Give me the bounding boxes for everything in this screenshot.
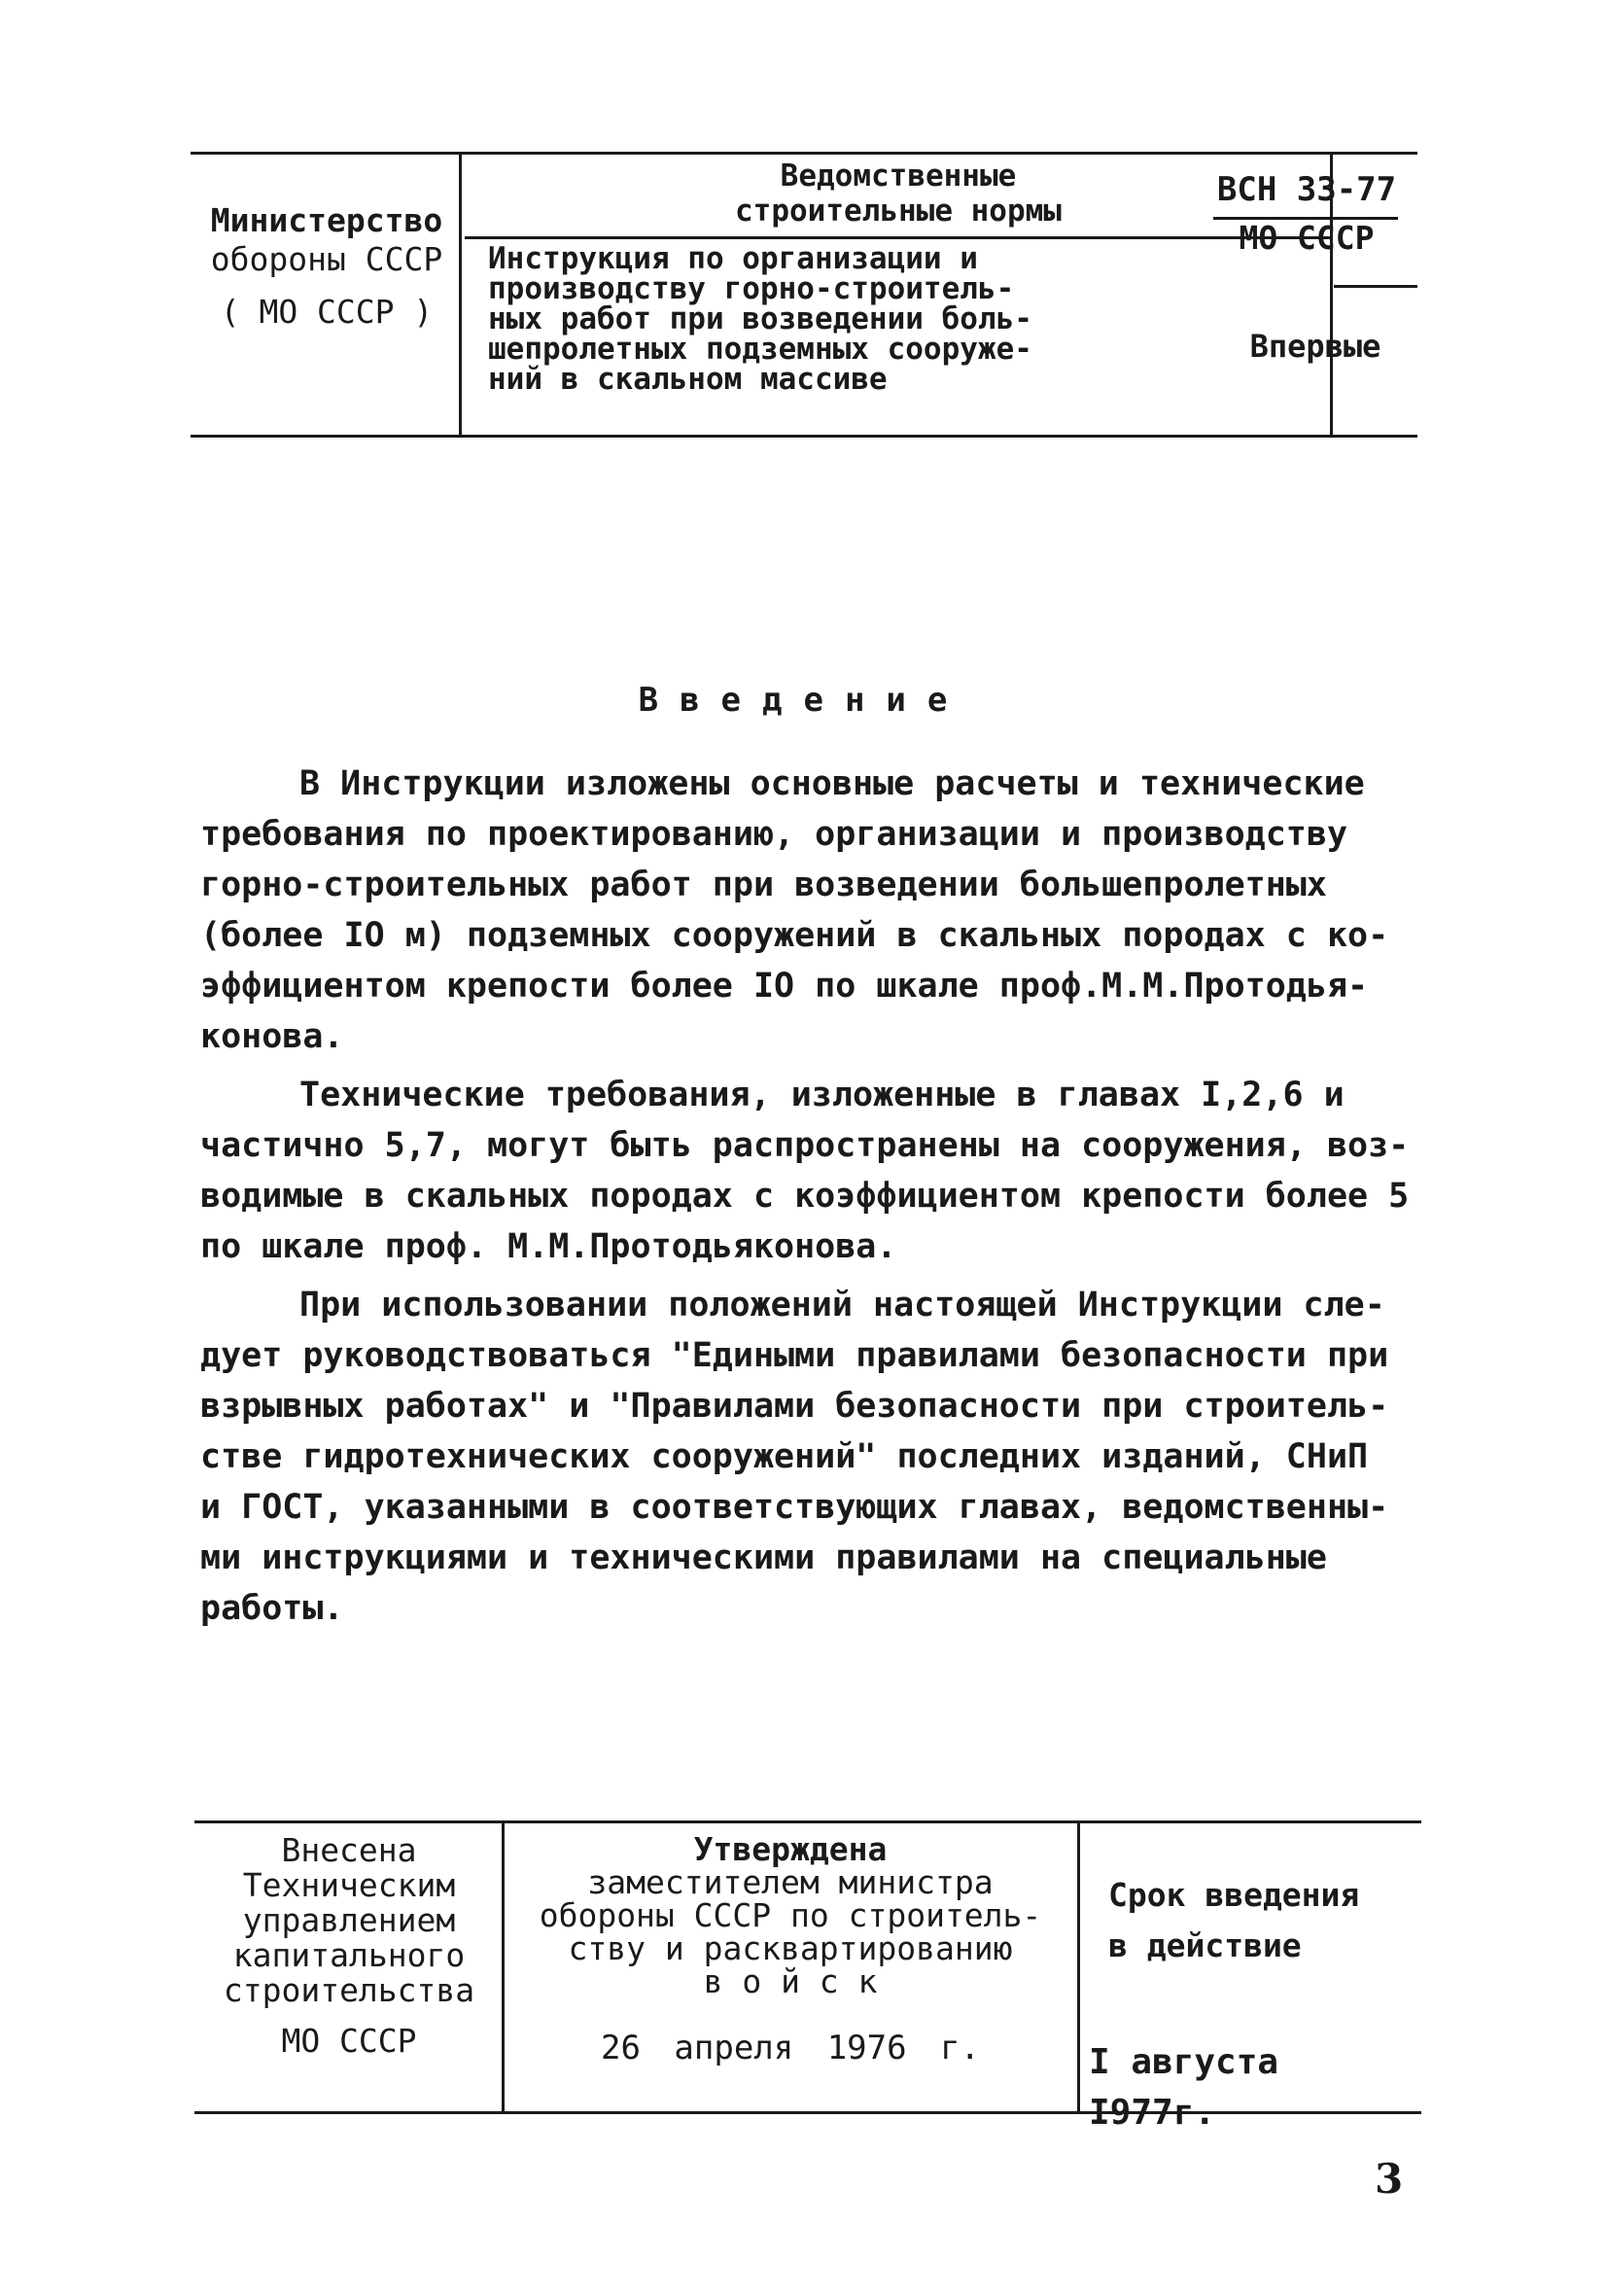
document-code: ВСН 33-77 [1216,170,1397,209]
text-line: эффициентом крепости более IO по шкале проф.М.М.Протодья- [200,967,1369,1006]
intro-heading: Введение [638,681,969,720]
intro-paragraph-3 [200,1280,1415,1634]
effective-date-block [1079,1870,1421,2138]
document-title-line: Инструкция по организации и [488,241,978,276]
submitted-line: Внесена [281,1831,417,1869]
norm-type-line2: строительные нормы [735,194,1062,229]
text-line: горно-строительных работ при возведении большепролетных [200,865,1327,904]
text-line: конова. [200,1017,344,1056]
submitted-by [194,1833,504,2059]
intro-paragraph-2 [200,1070,1415,1272]
effective-date: I августа I977г. [1089,2042,1279,2133]
text-line: водимые в скальных породах с коэффициентом крепости более 5 [200,1177,1410,1216]
document-title-line: ных работ при возведении боль- [488,301,1032,336]
page-number: 3 [1375,2155,1404,2203]
ministry-line2: обороны СССР [210,240,443,278]
text-line: дует руководствоваться "Едиными правилами безопасности при [200,1336,1389,1375]
approved-date: 26 апреля 1976 г. [601,2029,980,2067]
header-block [191,152,1417,438]
submitted-line: управлением [242,1901,456,1939]
text-line: и ГОСТ, указанными в соответствующих главах, ведомственны- [200,1488,1389,1527]
text-line: требования по проектированию, организации и производству [200,815,1348,854]
ministry-abbrev: ( МО СССР ) [220,293,434,331]
text-line: работы. [200,1589,344,1628]
text-line: стве гидротехнических сооружений" последних изданий, СНиП [200,1437,1369,1476]
document-status: Впервые [1249,328,1381,365]
status-divider [1334,285,1417,288]
text-line: При использовании положений настоящей Инструкции сле- [299,1286,1385,1325]
document-title-line: шепролетных подземных сооруже- [488,332,1032,367]
submitted-line: строительства [223,1971,475,2009]
text-line: ми инструкциями и техническими правилами на специальные [200,1538,1327,1577]
footer-block [194,1820,1421,2133]
document-title-line: ний в скальном массиве [488,362,888,397]
text-line: частично 5,7, могут быть распространены на сооружения, воз- [200,1126,1410,1165]
text-line: по шкале проф. М.М.Протодьяконова. [200,1227,897,1266]
intro-paragraph-1 [200,759,1415,1062]
ministry-line1: Министерство [210,201,443,239]
approved-title: Утверждена [693,1830,888,1868]
effective-label-line2: в действие [1108,1926,1302,1964]
submitted-line: Техническим [242,1866,456,1904]
approved-line: обороны СССР по строитель- [539,1896,1042,1934]
text-line: (более IO м) подземных сооружений в скальных породах с ко- [200,916,1389,955]
approved-line: ству и расквартированию [568,1929,1013,1967]
text-line: взрывных работах" и "Правилами безопасности при строитель- [200,1387,1389,1426]
document-title-line: производству горно-строитель- [488,271,1015,306]
ministry-block [191,201,463,332]
document-code-org: МО СССР [1239,219,1375,257]
document-title [488,241,1324,397]
effective-label-line1: Срок введения [1108,1876,1360,1914]
intro-body [200,759,1415,1642]
approved-by [504,1830,1077,2067]
text-line: Технические требования, изложенные в главах I,2,6 и [299,1076,1345,1114]
text-line: В Инструкции изложены основные расчеты и технические [299,764,1365,803]
approved-line: в о й с к [703,1962,878,2000]
submitted-org: МО СССР [281,2022,417,2060]
norm-type-line1: Ведомственные [780,159,1017,194]
submitted-line: капитального [232,1936,466,1974]
approved-line: заместителем министра [587,1863,994,1901]
